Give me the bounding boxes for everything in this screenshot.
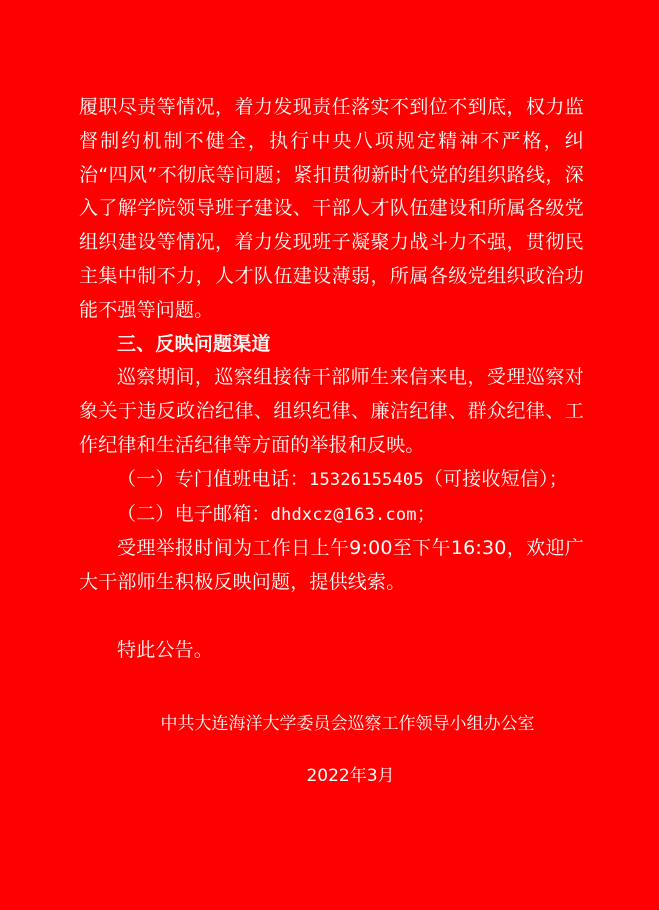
signature-date: 2022年3月 xyxy=(306,766,395,786)
paragraph-continuation: 履职尽责等情况，着力发现责任落实不到位不到底，权力监督制约机制不健全，执行中央八项规定精神不严格，纠治“四风”不彻底等问题；紧扣贯彻新时代党的组织路线，深入了解学院领导班子建设、干部人才队伍建设和所属各级党组织建设等情况，着力发现班子凝聚力战斗力不强，贯彻民主集中制不力，人才队伍建设薄弱，所属各级党组织政治功能不强等问题。 xyxy=(79,96,584,321)
email-end: ； xyxy=(416,502,436,525)
email-label: （二）电子邮箱： xyxy=(117,502,271,525)
section-heading: 三、反映问题渠道 xyxy=(117,332,271,355)
phone-line xyxy=(79,463,584,498)
paragraph-hours: 受理举报时间为工作日上午9:00至下午16:30，欢迎广大干部师生积极反映问题，提供线索。 xyxy=(79,537,584,594)
paragraph-spacer xyxy=(79,600,584,634)
paragraph-closing: 特此公告。 xyxy=(117,638,214,661)
signature-issuer: 中共大连海洋大学委员会巡察工作领导小组办公室 xyxy=(160,714,535,734)
document-body xyxy=(79,91,584,668)
phone-note: （可接收短信）； xyxy=(423,467,568,490)
phone-number[interactable]: 15326155405 xyxy=(309,469,424,490)
phone-label: （一）专门值班电话： xyxy=(117,467,310,490)
email-address[interactable]: dhdxcz@163.com xyxy=(270,504,417,525)
paragraph-channels-intro: 巡察期间，巡察组接待干部师生来信来电，受理巡察对象关于违反政治纪律、组织纪律、廉洁纪律、群众纪律、工作纪律和生活纪律等方面的举报和反映。 xyxy=(79,366,584,456)
email-line xyxy=(79,498,584,533)
